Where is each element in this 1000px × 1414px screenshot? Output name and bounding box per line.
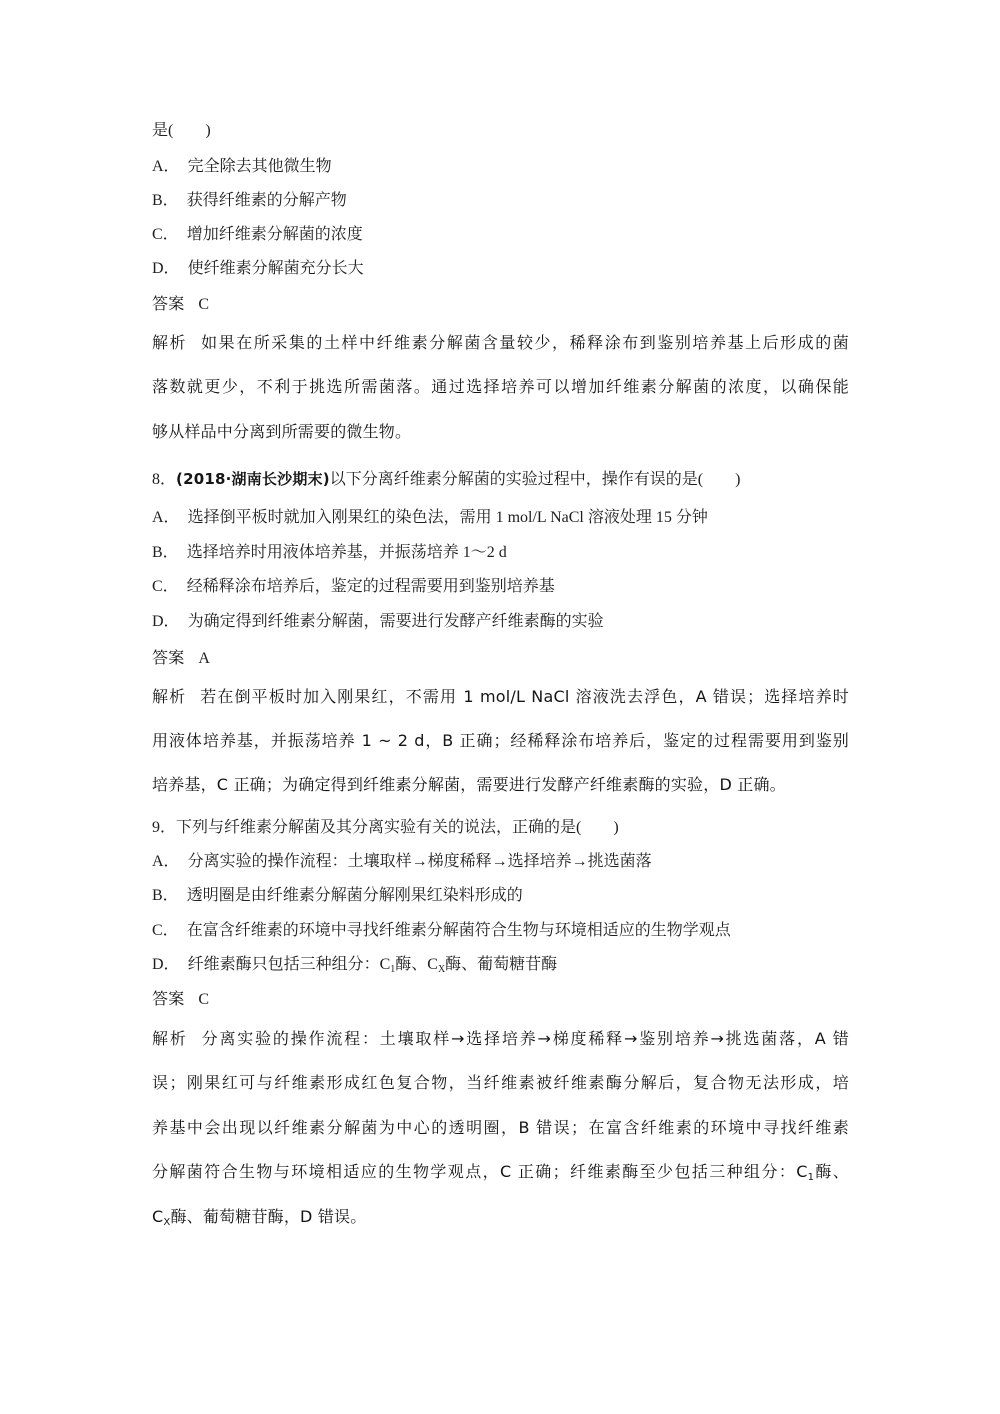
q9-explanation-line-3: 养基中会出现以纤维素分解菌为中心的透明圈，B 错误；在富含纤维素的环境中寻找纤维素: [152, 1118, 849, 1137]
explanation-text: 酶、: [814, 1162, 850, 1181]
q8-stem: [152, 469, 740, 490]
subscript: X: [163, 1217, 171, 1228]
option-text: 酶、葡萄糖苷酶: [445, 956, 558, 973]
q8-explanation-line-1: [152, 687, 849, 707]
answer-label: 答案: [152, 989, 185, 1008]
explanation-text: C: [152, 1207, 164, 1226]
explanation-text: 如果在所采集的土样中纤维素分解菌含量较少，稀释涂布到鉴别培养基上后形成的菌: [201, 333, 850, 352]
q8-option-d: [152, 612, 604, 632]
answer-label: 答案: [152, 294, 185, 313]
option-text: 分离实验的操作流程：土壤取样→梯度稀释→选择培养→挑选菌落: [187, 853, 652, 870]
subscript: X: [437, 964, 446, 975]
q7-explanation-line-3: 够从样品中分离到所需要的微生物。: [152, 422, 412, 441]
q7-explanation-line-1: [152, 333, 849, 353]
q8-explanation-line-2: 用液体培养基，并振荡培养 1 ~ 2 d，B 正确；经稀释涂布培养后，鉴定的过程需要用到鉴别: [152, 731, 849, 750]
explanation-text: 分离实验的操作流程：土壤取样→选择培养→梯度稀释→鉴别培养→挑选菌落，A 错: [201, 1029, 849, 1048]
answer-value: A: [198, 650, 210, 667]
option-text: 选择倒平板时就加入刚果红的染色法，需用 1 mol/L NaCl 溶液处理 15 分钟: [187, 509, 708, 526]
q7-option-c: [152, 225, 363, 245]
q7-option-d: [152, 259, 364, 279]
q9-explanation-line-4: [152, 1162, 849, 1182]
option-letter: D．: [152, 260, 180, 277]
q8-option-c: [152, 577, 555, 597]
q9-answer: [152, 989, 209, 1010]
answer-label: 答案: [152, 648, 185, 667]
option-text: 纤维素酶只包括三种组分：C: [187, 956, 391, 973]
question-number: 8．: [152, 471, 177, 488]
option-letter: D．: [152, 613, 180, 630]
q8-answer: [152, 648, 210, 669]
explanation-label: 解析: [152, 1029, 188, 1048]
option-text: 为确定得到纤维素分解菌，需要进行发酵产纤维素酶的实验: [187, 613, 604, 630]
option-letter: B．: [152, 192, 179, 209]
option-text: 酶、C: [395, 956, 438, 973]
q7-option-a: [152, 157, 332, 177]
option-letter: C．: [152, 226, 179, 243]
option-text: 获得纤维素的分解产物: [186, 192, 347, 209]
option-text: 选择培养时用液体培养基，并振荡培养 1～2 d: [186, 544, 507, 561]
q7-answer: [152, 294, 209, 315]
option-text: 使纤维素分解菌充分长大: [187, 260, 364, 277]
option-letter: B．: [152, 544, 179, 561]
option-text: 在富含纤维素的环境中寻找纤维素分解菌符合生物与环境相适应的生物学观点: [186, 922, 731, 939]
q9-option-d: [152, 955, 557, 975]
option-text: 完全除去其他微生物: [187, 158, 332, 175]
q9-stem: [152, 818, 619, 838]
question-text: 以下分离纤维素分解菌的实验过程中，操作有误的是( ): [329, 471, 741, 488]
q8-option-a: [152, 508, 708, 528]
q9-explanation-line-5: [152, 1207, 366, 1227]
option-text: 经稀释涂布培养后，鉴定的过程需要用到鉴别培养基: [186, 578, 555, 595]
q7-explanation-line-2: 落数就更少，不利于挑选所需菌落。通过选择培养可以增加纤维素分解菌的浓度，以确保能: [152, 377, 849, 396]
q8-option-b: [152, 543, 507, 563]
subscript: 1: [390, 964, 396, 975]
option-letter: A．: [152, 158, 180, 175]
option-letter: C．: [152, 922, 179, 939]
option-letter: C．: [152, 578, 179, 595]
q9-explanation-line-1: [152, 1029, 849, 1049]
option-text: 增加纤维素分解菌的浓度: [186, 226, 363, 243]
explanation-text: 酶、葡萄糖苷酶，D 错误。: [170, 1207, 367, 1226]
q9-option-b: [152, 886, 523, 906]
option-text: 透明圈是由纤维素分解菌分解刚果红染料形成的: [186, 887, 523, 904]
option-letter: B．: [152, 887, 179, 904]
answer-value: C: [198, 296, 210, 313]
question-number: 9．: [152, 819, 177, 836]
option-letter: A．: [152, 853, 180, 870]
question-text: 下列与纤维素分解菌及其分离实验有关的说法，正确的是( ): [176, 819, 619, 836]
q9-option-c: [152, 921, 731, 941]
q7-option-b: [152, 191, 347, 211]
explanation-text: 分解菌符合生物与环境相适应的生物学观点，C 正确；纤维素酶至少包括三种组分：C: [152, 1162, 808, 1181]
q9-option-a: [152, 852, 652, 872]
explanation-text: 若在倒平板时加入刚果红，不需用 1 mol/L NaCl 溶液洗去浮色，A 错误；选择培养时: [200, 687, 849, 706]
q8-explanation-line-3: 培养基，C 正确；为确定得到纤维素分解菌，需要进行发酵产纤维素酶的实验，D 正确。: [152, 775, 786, 794]
explanation-label: 解析: [152, 687, 187, 706]
q9-explanation-line-2: 误；刚果红可与纤维素形成红色复合物，当纤维素被纤维素酶分解后，复合物无法形成，培: [152, 1073, 849, 1092]
subscript: 1: [807, 1172, 815, 1183]
option-letter: A．: [152, 509, 180, 526]
q7-stem-tail: 是( ): [152, 122, 211, 139]
question-source: (2018·湖南长沙期末): [176, 470, 330, 488]
answer-value: C: [198, 991, 210, 1008]
option-letter: D．: [152, 956, 180, 973]
explanation-label: 解析: [152, 333, 188, 352]
